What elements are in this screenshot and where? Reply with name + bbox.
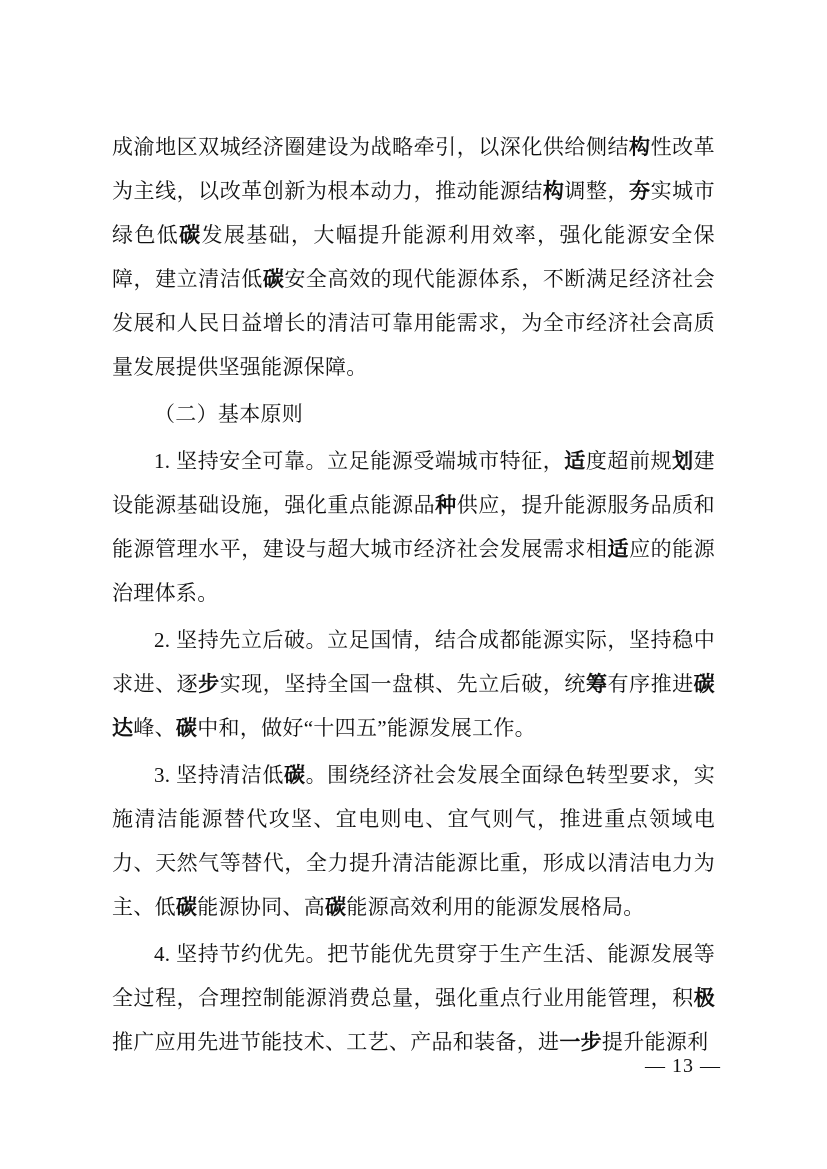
text-run-bold: 适 xyxy=(607,537,630,561)
text-run: 实城市绿色低 xyxy=(112,179,715,247)
text-run: 建设能源基础设施，强化重点能源品 xyxy=(112,449,715,517)
text-run: 中和，做好“十四五”能源发展工作。 xyxy=(197,716,536,740)
text-run-bold: 碳 xyxy=(175,716,198,740)
paragraph xyxy=(112,392,715,436)
text-run: 安全高效的现代能源体系，不断满足经济社会发展和人民日益增长的清洁可靠用能需求，为全市经济社会高质量发展提供坚强能源保障。 xyxy=(112,267,715,379)
text-run: 供应，提升能源服务品质和能源管理水平，建设与超大城市经济社会发展需求相 xyxy=(112,493,715,561)
paragraph xyxy=(112,439,715,615)
paragraph xyxy=(112,618,715,750)
text-run: 提升能源利 xyxy=(601,1030,709,1054)
text-run: （二）基本原则 xyxy=(154,402,304,426)
text-run: 3. 坚持清洁低 xyxy=(154,763,284,787)
text-run-bold: 步 xyxy=(198,672,220,696)
text-run: 应的能源治理体系。 xyxy=(112,537,715,605)
text-run-bold: 种 xyxy=(435,493,457,517)
text-run-bold: 筹 xyxy=(585,672,608,696)
text-run: 4. 坚持节约优先。把节能优先贯穿于生产生活、能源发展等全过程，合理控制能源消费总量，强化重点行业用能管理，积 xyxy=(112,942,715,1010)
text-run: 实现，坚持全国一盘棋、先立后破，统 xyxy=(219,672,586,696)
text-run-bold: 构 xyxy=(542,179,565,203)
text-run-bold: 夯 xyxy=(629,179,651,203)
text-run-bold: 划 xyxy=(672,449,694,473)
text-run: 1. 坚持安全可靠。立足能源受端城市特征， xyxy=(154,449,565,473)
text-run-bold: 极 xyxy=(693,986,715,1010)
text-run-bold: 碳 xyxy=(179,223,202,247)
paragraph xyxy=(112,125,715,389)
text-run: 能源高效利用的能源发展格局。 xyxy=(346,895,645,919)
text-run-bold: 碳 xyxy=(175,895,198,919)
text-run: 推广应用先进节能技术、工艺、产品和装备，进 xyxy=(112,1030,560,1054)
text-run: 峰、 xyxy=(133,716,176,740)
text-run-bold: 一步 xyxy=(559,1030,602,1054)
text-run: 2. 坚持先立后破。立足国情，结合成都能源实际，坚持稳中求进、逐 xyxy=(112,628,715,696)
document-body xyxy=(112,125,715,1067)
text-run-bold: 碳达 xyxy=(112,672,715,740)
text-run: 性改革为主线，以改革创新为根本动力，推动能源结 xyxy=(112,135,715,203)
text-run: 能源协同、高 xyxy=(197,895,326,919)
paragraph xyxy=(112,753,715,929)
paragraph xyxy=(112,932,715,1064)
text-run: 调整， xyxy=(564,179,630,203)
text-run-bold: 适 xyxy=(564,449,586,473)
text-run: 成渝地区双城经济圈建设为战略牵引，以深化供给侧结 xyxy=(112,135,630,159)
text-run-bold: 碳 xyxy=(262,267,285,291)
text-run: 度超前规 xyxy=(585,449,673,473)
page-number: — 13 — xyxy=(645,1055,721,1077)
text-run: 有序推进 xyxy=(607,672,694,696)
text-run-bold: 碳 xyxy=(283,763,306,787)
text-run: 。围绕经济社会发展全面绿色转型要求，实施清洁能源替代攻坚、宜电则电、宜气则气，推进重点领域电力、天然气等替代，全力提升清洁能源比重，形成以清洁电力为主、低 xyxy=(112,763,715,919)
text-run-bold: 构 xyxy=(629,135,651,159)
text-run-bold: 碳 xyxy=(325,895,347,919)
text-run: 发展基础，大幅提升能源利用效率，强化能源安全保障，建立清洁低 xyxy=(112,223,715,291)
